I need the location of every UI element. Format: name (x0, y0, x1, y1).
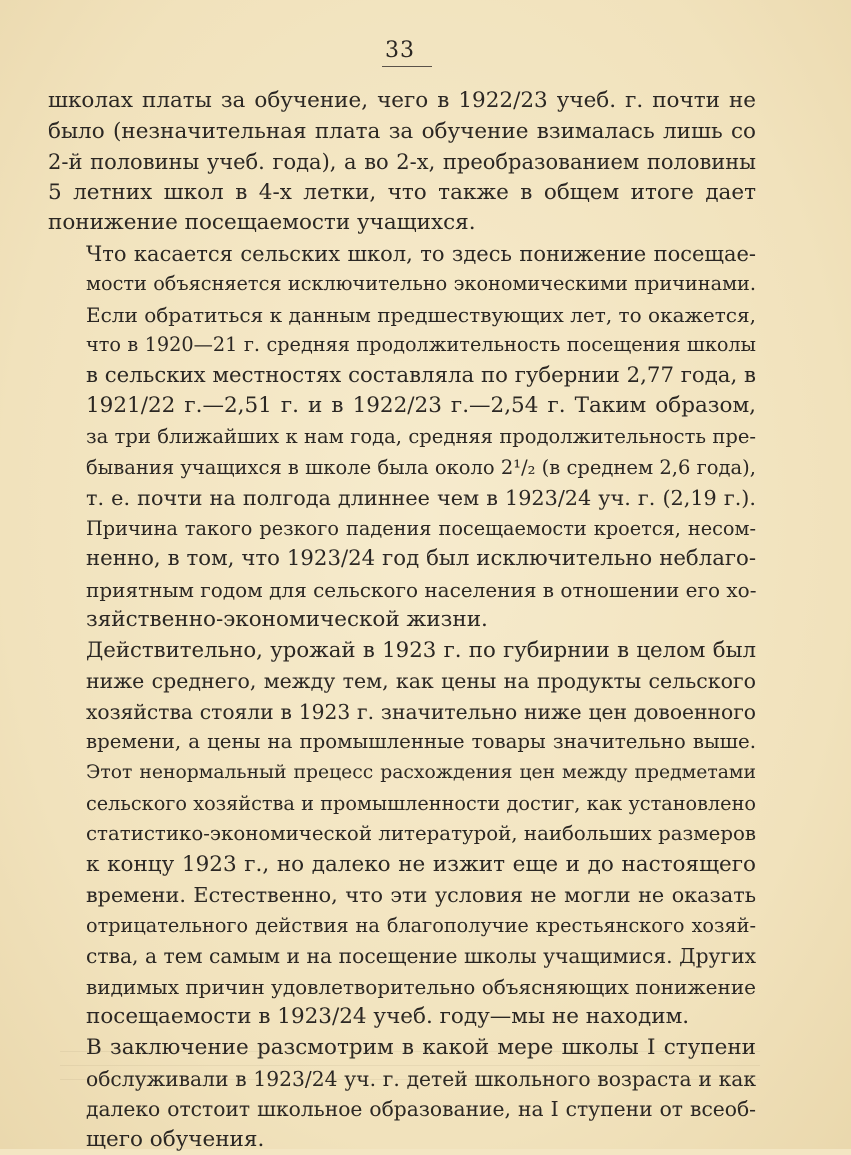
text-line: бывания учащихся в школе была около 2¹/₂ (в среднем 2,6 года), (86, 455, 756, 479)
bleed-through-texture (60, 1040, 760, 1080)
text-line: за три ближайших к нам года, средняя продолжительность пре- (86, 425, 756, 449)
text-line: времени. Естественно, что эти условия не могли не оказать (86, 883, 756, 908)
text-line: ненно, в том, что 1923/24 год был исключительно неблаго- (86, 546, 756, 572)
text-line: школах платы за обучение, чего в 1922/23 учеб. г. почти не (48, 88, 756, 113)
text-line: мости объясняется исключительно экономическими причинами. (86, 272, 756, 296)
paragraph (48, 86, 756, 239)
text-line: видимых причин удовлетворительно объясняющих понижение (86, 974, 756, 999)
page-number-rule (382, 66, 432, 67)
text-line: обслуживали в 1923/24 уч. г. детей школьного возраста и как (86, 1066, 756, 1091)
text-line: ства, а тем самым и на посещение школы учащимися. Других (86, 944, 756, 969)
text-line: 1921/22 г.—2,51 г. и в 1922/23 г.—2,54 г. Таким образом, (86, 393, 756, 419)
text-line: понижение посещаемости учащихся. (48, 210, 476, 236)
text-line: статистико-экономической литературой, наибольших размеров (86, 822, 756, 846)
text-line: приятным годом для сельского населения в отношении его хо- (86, 577, 757, 602)
text-line: Действительно, урожай в 1923 г. по губирнии в целом был (86, 637, 756, 663)
text-line: Если обратиться к данным предшествующих лет, то окажется, (86, 302, 756, 327)
paragraph (48, 636, 756, 1033)
body-text (48, 86, 756, 1155)
text-line: зяйственно-экономической жизни. (86, 607, 488, 633)
text-line: Причина такого резкого падения посещаемости кроется, несом- (86, 516, 756, 540)
text-line: сельского хозяйства и промышленности достиг, как установлено (86, 791, 756, 815)
text-line: 2-й половины учеб. года), а во 2-х, преобразованием половины (48, 150, 756, 175)
text-line: посещаемости в 1923/24 учеб. году—мы не находим. (86, 1004, 690, 1030)
text-line: Этот ненормальный прецесс расхождения цен между предметами (86, 762, 756, 784)
text-line: т. е. почти на полгода длиннее чем в 1923/24 уч. г. (2,19 г.). (86, 486, 756, 511)
text-line: что в 1920—21 г. средняя продолжительность посещения школы (86, 333, 756, 357)
text-line: хозяйства стояли в 1923 г. значительно ниже цен довоенного (86, 699, 756, 724)
paragraph (48, 239, 756, 636)
text-line: 5 летних школ в 4-х летки, что также в общем итоге дает (48, 179, 756, 205)
text-line: Что касается сельских школ, то здесь понижение посещае- (86, 241, 756, 266)
text-line: было (незначительная плата за обучение взималась лишь со (48, 118, 756, 144)
text-line: далеко отстоит школьное образование, на I ступени от всеоб- (86, 1097, 756, 1122)
page-number: 33 (385, 38, 415, 63)
text-line: к концу 1923 г., но далеко не изжит еще и до настоящего (86, 851, 756, 877)
text-line: ниже среднего, между тем, как цены на продукты сельского (86, 669, 756, 694)
text-line: в сельских местностях составляла по губернии 2,77 года, в (86, 362, 756, 388)
text-line: В заключение разсмотрим в какой мере школы I ступени (86, 1034, 756, 1060)
text-line: времени, а цены на промышленные товары значительно выше. (86, 730, 756, 754)
text-line: отрицательного действия на благополучие крестьянского хозяй- (86, 913, 756, 937)
text-line: щего обучения. (86, 1126, 265, 1152)
